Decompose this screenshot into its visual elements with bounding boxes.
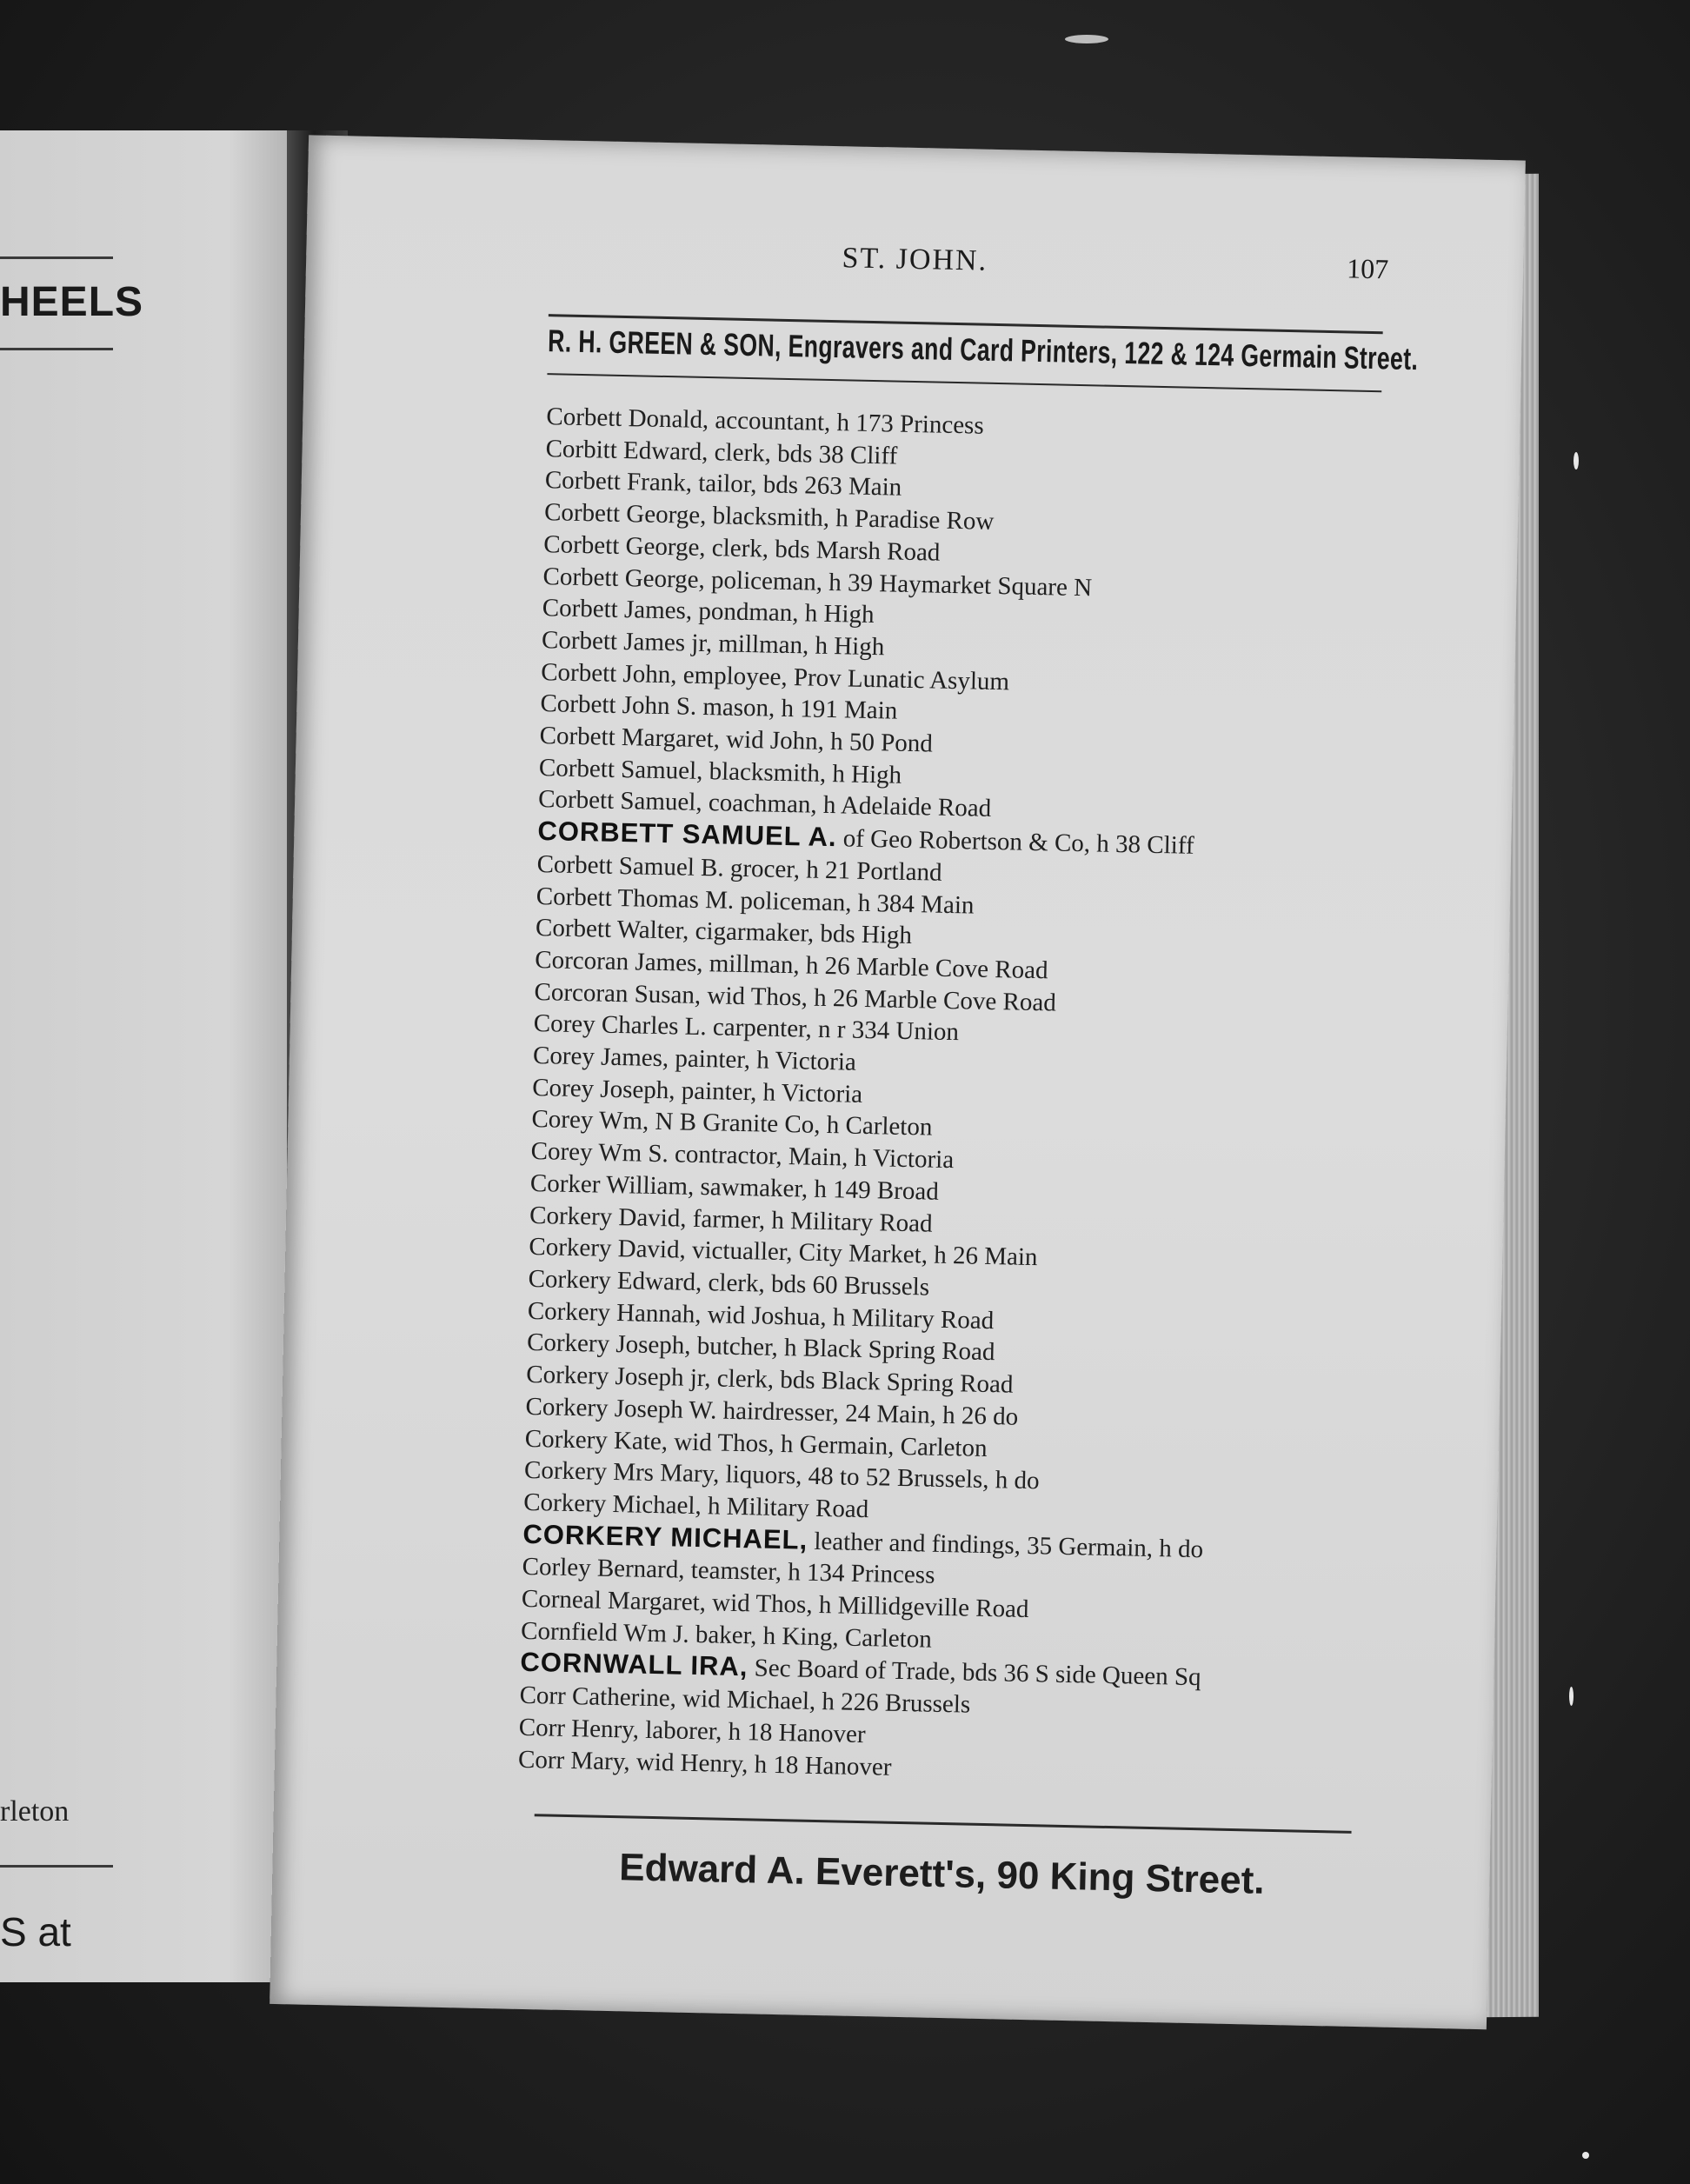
entry-text: Corkery Edward, clerk, bds 60 Brussels	[528, 1264, 930, 1302]
left-heading-fragment: HEELS	[0, 279, 144, 325]
banner-rule	[547, 373, 1381, 392]
entry-text: Corbett Donald, accountant, h 173 Princess	[546, 403, 985, 440]
scan-speck	[1065, 35, 1108, 43]
entry-text: Corkery Kate, wid Thos, h Germain, Carleton	[524, 1424, 988, 1462]
entry-text: Corkery Joseph jr, clerk, bds Black Spring Road	[526, 1360, 1014, 1399]
entry-text: Sec Board of Trade, bds 36 S side Queen Sq	[748, 1654, 1201, 1692]
entry-text: Corey James, painter, h Victoria	[532, 1042, 857, 1076]
scan-speck	[1574, 452, 1579, 469]
entry-text: Cornfield Wm J. baker, h King, Carleton	[520, 1616, 933, 1654]
left-rule-top	[0, 256, 113, 259]
entry-bold-name: CORNWALL IRA,	[520, 1647, 749, 1682]
entry-text: Corbett Samuel, coachman, h Adelaide Road	[537, 785, 992, 823]
left-rule-mid	[0, 348, 113, 350]
entry-text: Corey Wm, N B Granite Co, h Carleton	[531, 1105, 933, 1142]
entry-text: Corker William, sawmaker, h 149 Broad	[529, 1169, 940, 1206]
left-ad-fragment: S at	[0, 1909, 71, 1954]
entry-text: Corkery Mrs Mary, liquors, 48 to 52 Brussels, h do	[523, 1456, 1040, 1495]
entry-text: Corey Charles L. carpenter, n r 334 Union	[533, 1009, 960, 1047]
entry-text: Corbett Frank, tailor, bds 263 Main	[544, 466, 902, 503]
entry-text: Corcoran James, millman, h 26 Marble Cove Road	[535, 945, 1048, 985]
entry-text: Corbett John, employee, Prov Lunatic Asylum	[540, 657, 1010, 696]
footer-rule	[535, 1814, 1352, 1834]
entry-text: Corbett John S. mason, h 191 Main	[540, 689, 898, 725]
entry-text: Corey Wm S. contractor, Main, h Victoria	[530, 1137, 955, 1175]
entry-text: Corbett George, blacksmith, h Paradise Row	[543, 498, 995, 536]
entry-text: of Geo Robertson & Co, h 38 Cliff	[836, 824, 1194, 860]
left-rule-bottom	[0, 1865, 113, 1868]
entry-text: Corbett James jr, millman, h High	[541, 626, 885, 662]
entry-text: Corbett Samuel, blacksmith, h High	[538, 753, 902, 789]
entry-text: Corbett Thomas M. policeman, h 384 Main	[536, 882, 975, 920]
entry-text: Corcoran Susan, wid Thos, h 26 Marble Cove Road	[534, 977, 1057, 1017]
entry-text: Corbett Samuel B. grocer, h 21 Portland	[536, 849, 942, 887]
entry-text: Corey Joseph, painter, h Victoria	[531, 1073, 863, 1109]
entry-text: Corkery Michael, h Military Road	[522, 1488, 869, 1524]
entry-text: Corbett Walter, cigarmaker, bds High	[535, 914, 913, 950]
entry-text: Corr Catherine, wid Michael, h 226 Brussels	[519, 1681, 971, 1719]
scan-speck	[1569, 1687, 1574, 1706]
running-head: ST. JOHN.	[842, 242, 988, 277]
entry-text: Corley Bernard, teamster, h 134 Princess	[522, 1553, 935, 1590]
printer-banner: R. H. GREEN & SON, Engravers and Card Printers, 122 & 124 Germain Street.	[547, 323, 1419, 377]
entry-text: Corbitt Edward, clerk, bds 38 Cliff	[545, 434, 898, 470]
entry-text: Corkery Joseph, butcher, h Black Spring Road	[526, 1328, 995, 1367]
directory-page	[269, 135, 1526, 2029]
entry-bold-name: CORKERY MICHAEL,	[522, 1518, 808, 1555]
directory-entries	[518, 401, 1416, 1794]
entry-text: Corneal Margaret, wid Thos, h Millidgeville Road	[521, 1584, 1029, 1624]
page-number: 107	[1346, 252, 1389, 285]
entry-text: Corkery Joseph W. hairdresser, 24 Main, h 26 do	[525, 1392, 1019, 1431]
entry-text: Corr Henry, laborer, h 18 Hanover	[518, 1713, 866, 1748]
scan-speck	[1582, 2152, 1589, 2159]
entry-text: Corbett George, policeman, h 39 Haymarket Square N	[542, 562, 1093, 602]
entry-text: leather and findings, 35 Germain, h do	[807, 1527, 1204, 1563]
footer-advertisement: Edward A. Everett's, 90 King Street.	[618, 1846, 1266, 1902]
entry-text: Corkery David, farmer, h Military Road	[529, 1201, 933, 1238]
entry-text: Corkery Hannah, wid Joshua, h Military Road	[527, 1296, 995, 1335]
entry-text: Corbett Margaret, wid John, h 50 Pond	[539, 722, 934, 758]
entry-bold-name: CORBETT SAMUEL A.	[537, 816, 837, 853]
entry-text: Corbett James, pondman, h High	[542, 594, 875, 629]
left-line-fragment: rleton	[0, 1795, 70, 1828]
entry-text: Corbett George, clerk, bds Marsh Road	[543, 529, 941, 567]
entry-text: Corr Mary, wid Henry, h 18 Hanover	[517, 1745, 892, 1781]
entry-text: Corkery David, victualler, City Market, h 26 Main	[529, 1233, 1038, 1272]
